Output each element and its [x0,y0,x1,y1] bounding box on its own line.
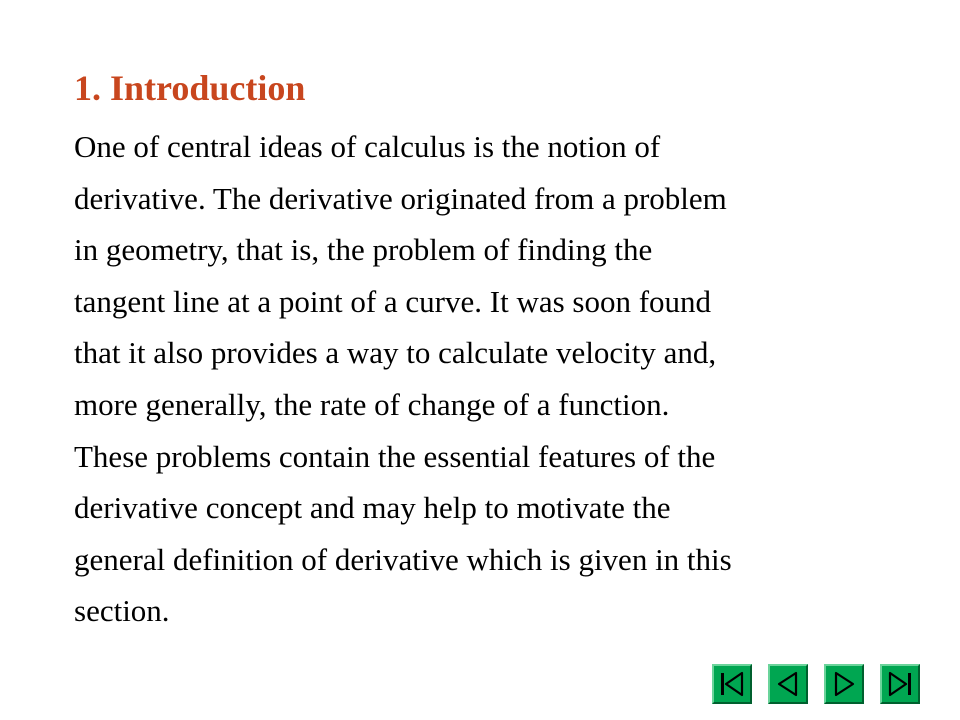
body-line: general definition of derivative which is given in this [74,541,732,577]
previous-slide-icon [774,670,802,698]
slide-title: 1. Introduction [74,68,306,108]
body-line: derivative. The derivative originated from a problem [74,180,727,216]
body-line: These problems contain the essential features of the [74,438,716,474]
body-line: in geometry, that is, the problem of finding the [74,232,653,268]
body-line: tangent line at a point of a curve. It was soon found [74,283,712,319]
body-line: derivative concept and may help to motivate the [74,490,671,526]
last-slide-icon [886,670,914,698]
body-line: One of central ideas of calculus is the notion of [74,129,661,164]
body-line: that it also provides a way to calculate velocity and, [74,335,717,371]
previous-slide-button[interactable] [768,664,808,704]
next-slide-button[interactable] [824,664,864,704]
slide-body-text [74,121,732,637]
body-line: section. [74,593,170,629]
first-slide-icon [718,670,746,698]
last-slide-button[interactable] [880,664,920,704]
slide-navigation [712,664,944,704]
next-slide-icon [830,670,858,698]
first-slide-button[interactable] [712,664,752,704]
body-line: more generally, the rate of change of a function. [74,386,670,422]
